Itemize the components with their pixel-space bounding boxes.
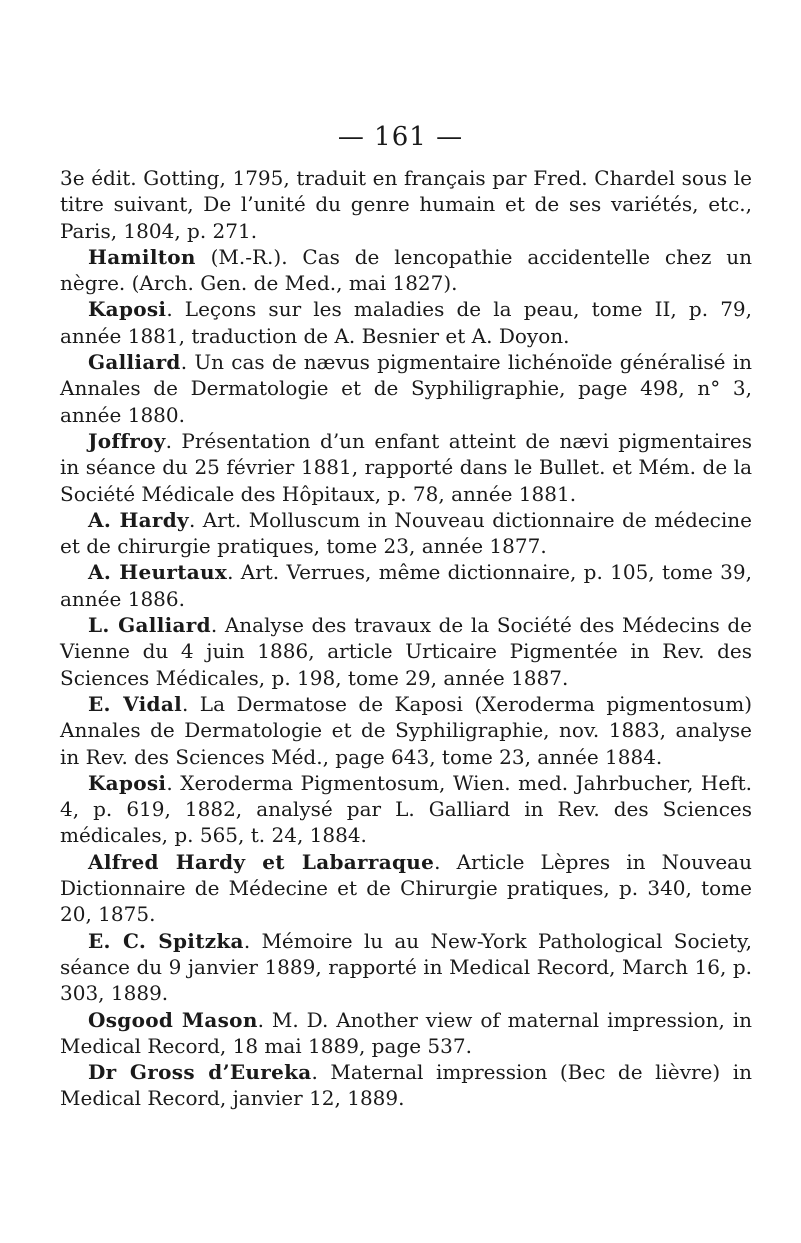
entry-text: . Maternal impression (Bec de lièvre) in Medical Record, janvier 12, 1889. <box>60 1060 752 1111</box>
entry-author: Galliard <box>88 350 181 375</box>
bibliography-entry <box>60 559 752 612</box>
entry-text: . M. D. Another view of maternal impression, in Medical Record, 18 mai 1889, page 537. <box>60 1007 752 1058</box>
page-number: — 161 — <box>337 122 464 152</box>
entry-author: Dr Gross d’Eureka <box>88 1060 312 1085</box>
entry-text: . Un cas de nævus pigmentaire lichénoïde généralisé in Annales de Dermatologie et de Syphiligraphie, page 498, n° 3, année 1880. <box>60 350 752 427</box>
entry-author: Kaposi <box>88 770 167 795</box>
entry-text: . Xeroderma Pigmentosum, Wien. med. Jahrbucher, Heft. 4, p. 619, 1882, analysé par L. Galliard in Rev. des Sciences médicales, p. 565, t. 24, 1884. <box>60 770 752 848</box>
bibliography-list <box>60 165 752 1112</box>
entry-text: . Présentation d’un enfant atteint de nævi pigmentaires in séance du 25 février 1881, rapporté dans le Bullet. et Mém. de la Société Médicale des Hôpitaux, p. 78, année 1881. <box>60 428 752 506</box>
entry-author: A. Heurtaux <box>88 560 228 585</box>
entry-text: . La Dermatose de Kaposi (Xeroderma pigmentosum) Annales de Dermatologie et de Syphiligraphie, nov. 1883, analyse in Rev. des Sciences Méd., page 643, tome 23, année 1884. <box>60 691 753 769</box>
bibliography-entry <box>60 1059 752 1112</box>
entry-text: . Mémoire lu au New-York Pathological Society, séance du 9 janvier 1889, rapporté in Medical Record, March 16, p. 303, 1889. <box>60 928 752 1006</box>
entry-text: (M.-R.). Cas de lencopathie accidentelle chez un nègre. (Arch. Gen. de Med., mai 1827). <box>60 244 752 296</box>
bibliography-entry <box>60 349 752 428</box>
bibliography-entry <box>60 507 752 560</box>
bibliography-entry <box>60 612 752 691</box>
entry-author: Joffroy <box>88 428 166 453</box>
entry-text: . Art. Verrues, même dictionnaire, p. 105, tome 39, année 1886. <box>60 560 752 611</box>
bibliography-entry <box>60 849 752 928</box>
entry-author: Kaposi <box>88 297 167 322</box>
entry-author: Osgood Mason <box>88 1007 258 1032</box>
bibliography-entry <box>60 428 752 507</box>
entry-text: . Art. Molluscum in Nouveau dictionnaire de médecine et de chirurgie pratiques, tome 23, année 1877. <box>60 507 752 559</box>
bibliography-entry <box>60 928 752 1007</box>
entry-text: . Leçons sur les maladies de la peau, tome II, p. 79, année 1881, traduction de A. Besnier et A. Doyon. <box>60 297 752 348</box>
bibliography-entry <box>60 244 752 297</box>
bibliography-continuation: 3e édit. Gotting, 1795, traduit en français par Fred. Chardel sous le titre suivant, De l’unité du genre humain et de ses variétés, etc., Paris, 1804, p. 271. <box>60 166 752 243</box>
bibliography-entry <box>60 770 752 849</box>
entry-text: . Analyse des travaux de la Société des Médecins de Vienne du 4 juin 1886, article Urticaire Pigmentée in Rev. des Sciences Médicales, p. 198, tome 29, année 1887. <box>60 613 752 690</box>
entry-author: Alfred Hardy et Labarraque <box>88 849 435 874</box>
entry-author: E. Vidal <box>88 691 182 716</box>
entry-author: A. Hardy <box>88 507 189 532</box>
entry-author: L. Galliard <box>88 613 211 638</box>
entry-author: Hamilton <box>88 244 196 269</box>
entry-author: E. C. Spitzka <box>88 928 244 953</box>
entry-text: . Article Lèpres in Nouveau Dictionnaire de Médecine et de Chirurgie pratiques, p. 340, tome 20, 1875. <box>60 849 752 927</box>
bibliography-entry <box>60 1007 752 1060</box>
bibliography-entry <box>60 296 752 349</box>
bibliography-entry <box>60 691 752 770</box>
